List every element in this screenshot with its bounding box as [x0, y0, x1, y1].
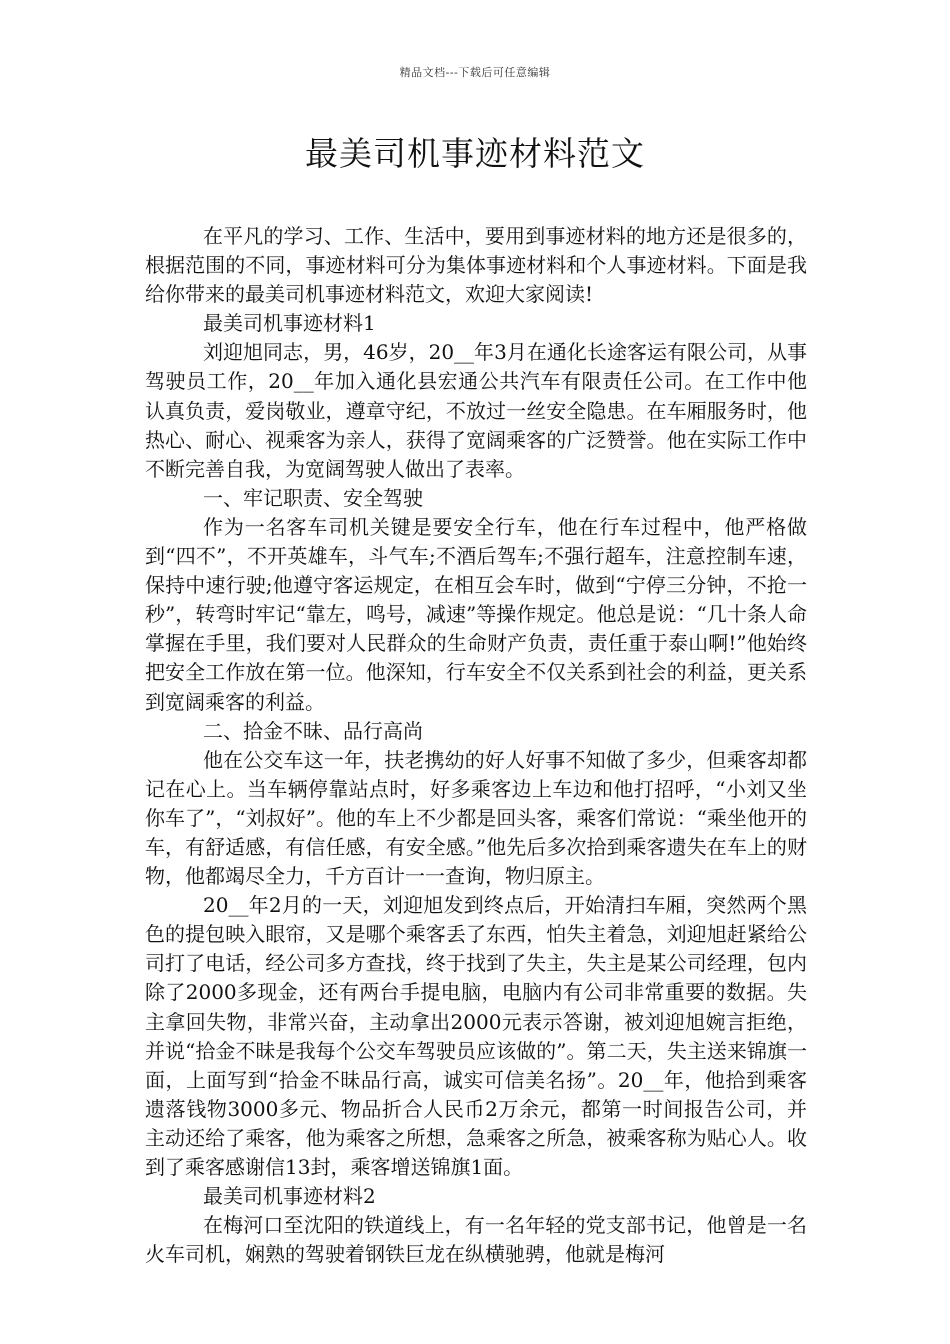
paragraph: 他在公交车这一年，扶老携幼的好人好事不知做了多少，但乘客却都记在心上。当车辆停靠站点时，好多乘客边上车边和他打招呼，“小刘又坐你车了”，“刘叔好”。他的车上不少都是回头客，乘客们常说：“乘坐他开的车，有舒适感，有信任感，有安全感。”他先后多次拾到乘客遗失在车上的财物，他都竭尽全力，千方百计一一查询，物归原主。 — [145, 747, 807, 889]
paragraph-intro: 在平凡的学习、工作、生活中，要用到事迹材料的地方还是很多的，根据范围的不同，事迹材料可分为集体事迹材料和个人事迹材料。下面是我给你带来的最美司机事迹材料范文，欢迎大家阅读! — [145, 224, 807, 307]
paragraph: 作为一名客车司机关键是要安全行车，他在行车过程中，他严格做到“四不”，不开英雄车，斗气车;不酒后驾车;不强行超车，注意控制车速，保持中速行驶;他遵守客运规定，在相互会车时，做到“宁停三分钟，不抢一秒”，转弯时牢记“靠左，鸣号，减速”等操作规定。他总是说：“几十条人命掌握在手里，我们要对人民群众的生命财产负责，责任重于泰山啊!”他始终把安全工作放在第一位。他深知，行车安全不仅关系到社会的利益，更关系到宽阔乘客的利益。 — [145, 514, 807, 714]
page-header-note: 精品文档---下载后可任意编辑 — [399, 66, 551, 79]
paragraph: 在梅河口至沈阳的铁道线上，有一名年轻的党支部书记，他曾是一名火车司机，娴熟的驾驶着钢铁巨龙在纵横驰骋，他就是梅河 — [145, 1213, 807, 1267]
section-heading-material-1: 最美司机事迹材料1 — [203, 311, 376, 336]
section-heading-material-2: 最美司机事迹材料2 — [203, 1184, 376, 1209]
subheading-honesty: 二、拾金不昧、品行高尚 — [203, 718, 423, 743]
paragraph: 刘迎旭同志，男，46岁，20__年3月在通化长途客运有限公司，从事驾驶员工作，20__年加入通化县宏通公共汽车有限责任公司。在工作中他认真负责，爱岗敬业，遵章守纪，不放过一丝安全隐患。在车厢服务时，他热心、耐心、视乘客为亲人，获得了宽阔乘客的广泛赞誉。他在实际工作中不断完善自我，为宽阔驾驶人做出了表率。 — [145, 340, 807, 481]
subheading-safe-driving: 一、牢记职责、安全驾驶 — [203, 485, 423, 510]
document-body — [145, 222, 807, 1269]
document-title: 最美司机事迹材料范文 — [305, 134, 645, 173]
paragraph: 20__年2月的一天，刘迎旭发到终点后，开始清扫车厢，突然两个黑色的提包映入眼帘，又是哪个乘客丢了东西，怕失主着急，刘迎旭赶紧给公司打了电话，经公司多方查找，终于找到了失主，失主是某公司经理，包内除了2000多现金，还有两台手提电脑，电脑内有公司非常重要的数据。失主拿回失物，非常兴奋，主动拿出2000元表示答谢，被刘迎旭婉言拒绝，并说“拾金不昧是我每个公交车驾驶员应该做的”。第二天，失主送来锦旗一面，上面写到“拾金不昧品行高，诚实可信美名扬”。20__年，他拾到乘客遗落钱物3000多元、物品折合人民币2万余元，都第一时间报告公司，并主动还给了乘客，他为乘客之所想，急乘客之所急，被乘客称为贴心人。收到了乘客感谢信13封，乘客增送锦旗1面。 — [145, 893, 807, 1179]
